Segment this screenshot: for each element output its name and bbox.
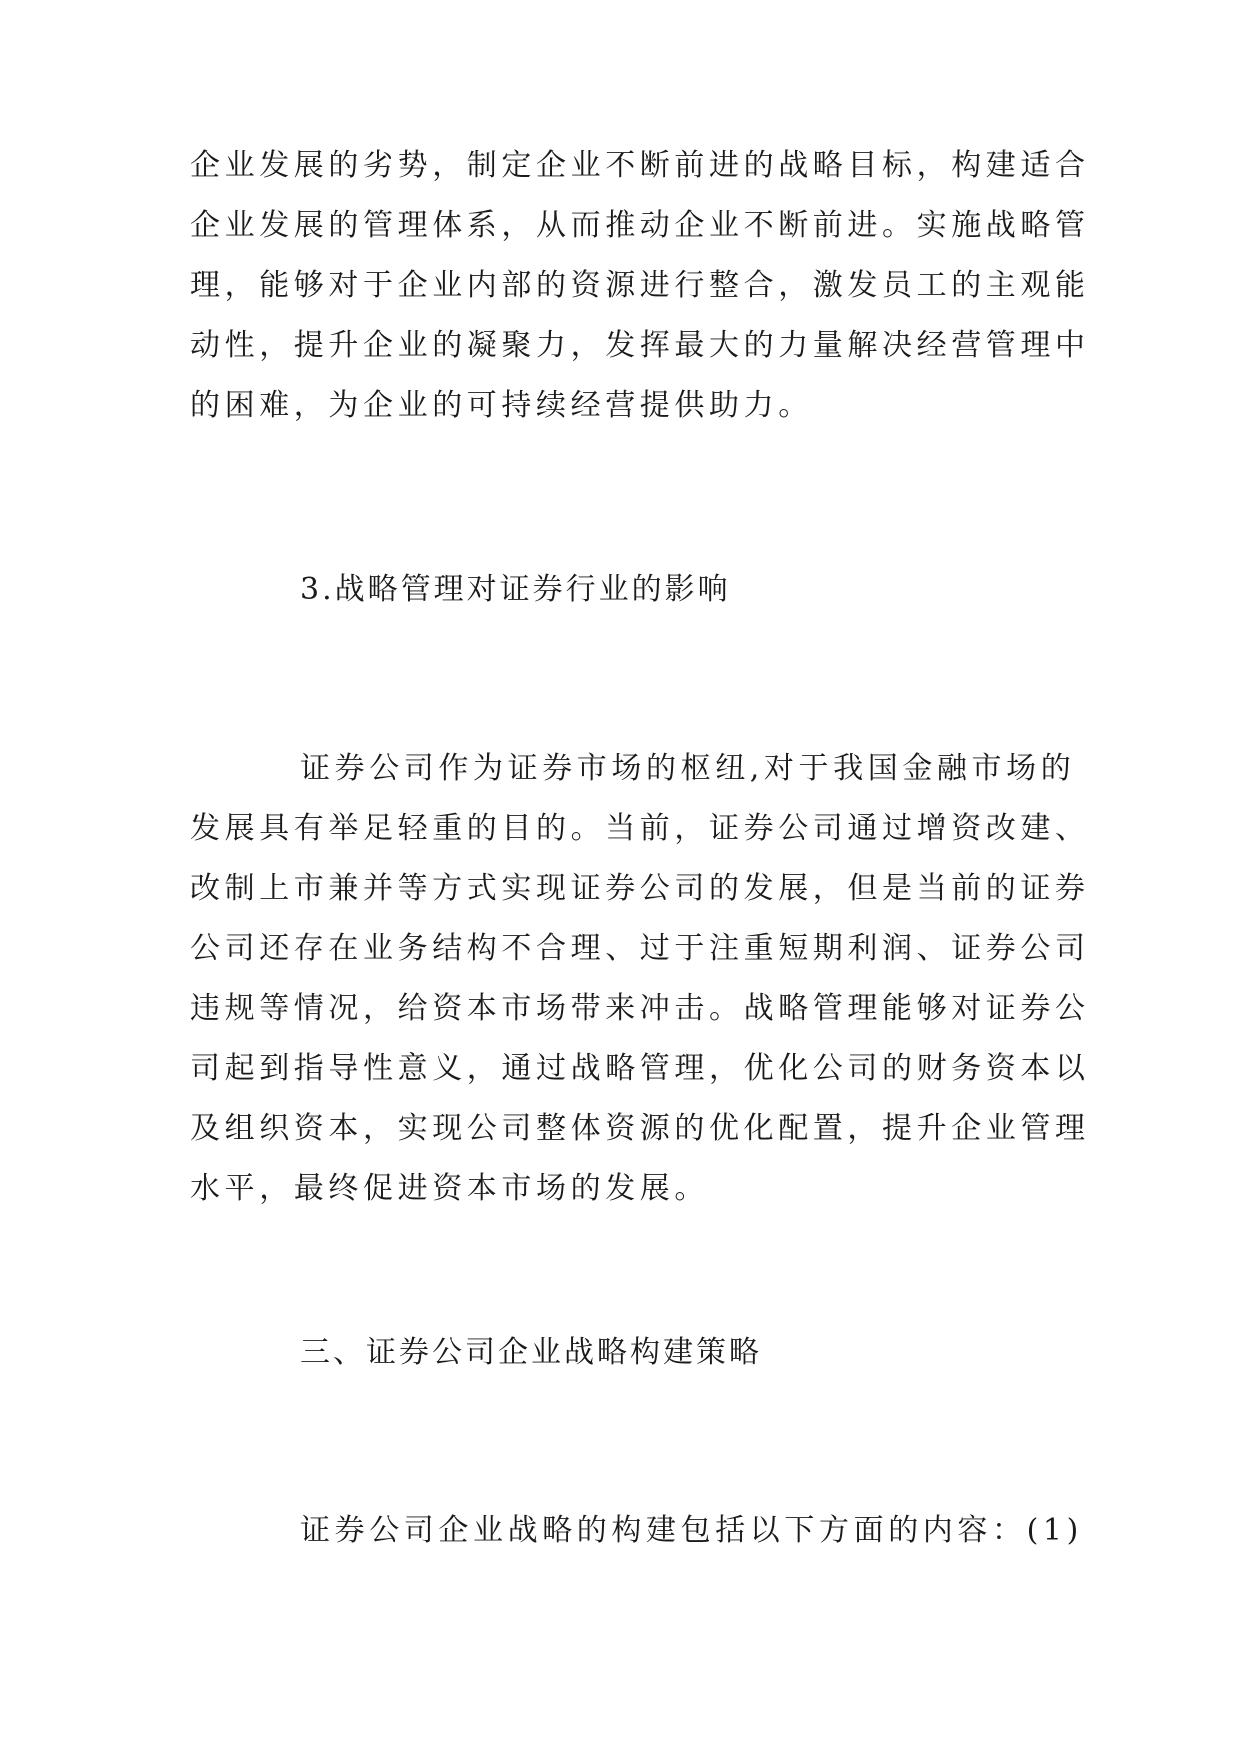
paragraph-2-line: 证券公司作为证券市场的枢纽,对于我国金融市场的 [300, 751, 1076, 786]
paragraph-2-line: 违规等情况，给资本市场带来冲击。战略管理能够对证券公 [190, 991, 1090, 1026]
paragraph-2-line: 发展具有举足轻重的目的。当前，证券公司通过增资改建、 [190, 811, 1090, 846]
paragraph-1-line: 企业发展的管理体系，从而推动企业不断前进。实施战略管 [190, 208, 1090, 243]
paragraph-1-line: 企业发展的劣势，制定企业不断前进的战略目标，构建适合 [190, 148, 1090, 183]
paragraph-2-line: 司起到指导性意义，通过战略管理，优化公司的财务资本以 [190, 1051, 1090, 1086]
paragraph-2-line: 公司还存在业务结构不合理、过于注重短期利润、证券公司 [190, 931, 1090, 966]
section-heading-three: 三、证券公司企业战略构建策略 [300, 1335, 762, 1370]
section-heading-3: 3.战略管理对证券行业的影响 [300, 572, 731, 607]
paragraph-2-line: 水平，最终促进资本市场的发展。 [190, 1171, 709, 1206]
paragraph-1-line: 动性，提升企业的凝聚力，发挥最大的力量解决经营管理中 [190, 328, 1090, 363]
paragraph-1-line: 理，能够对于企业内部的资源进行整合，激发员工的主观能 [190, 268, 1090, 303]
paragraph-2-line: 及组织资本，实现公司整体资源的优化配置，提升企业管理 [190, 1111, 1090, 1146]
paragraph-3-line: 证券公司企业战略的构建包括以下方面的内容：(1) [300, 1513, 1083, 1548]
paragraph-1-line: 的困难，为企业的可持续经营提供助力。 [190, 388, 813, 423]
paragraph-2-line: 改制上市兼并等方式实现证券公司的发展，但是当前的证券 [190, 871, 1090, 906]
